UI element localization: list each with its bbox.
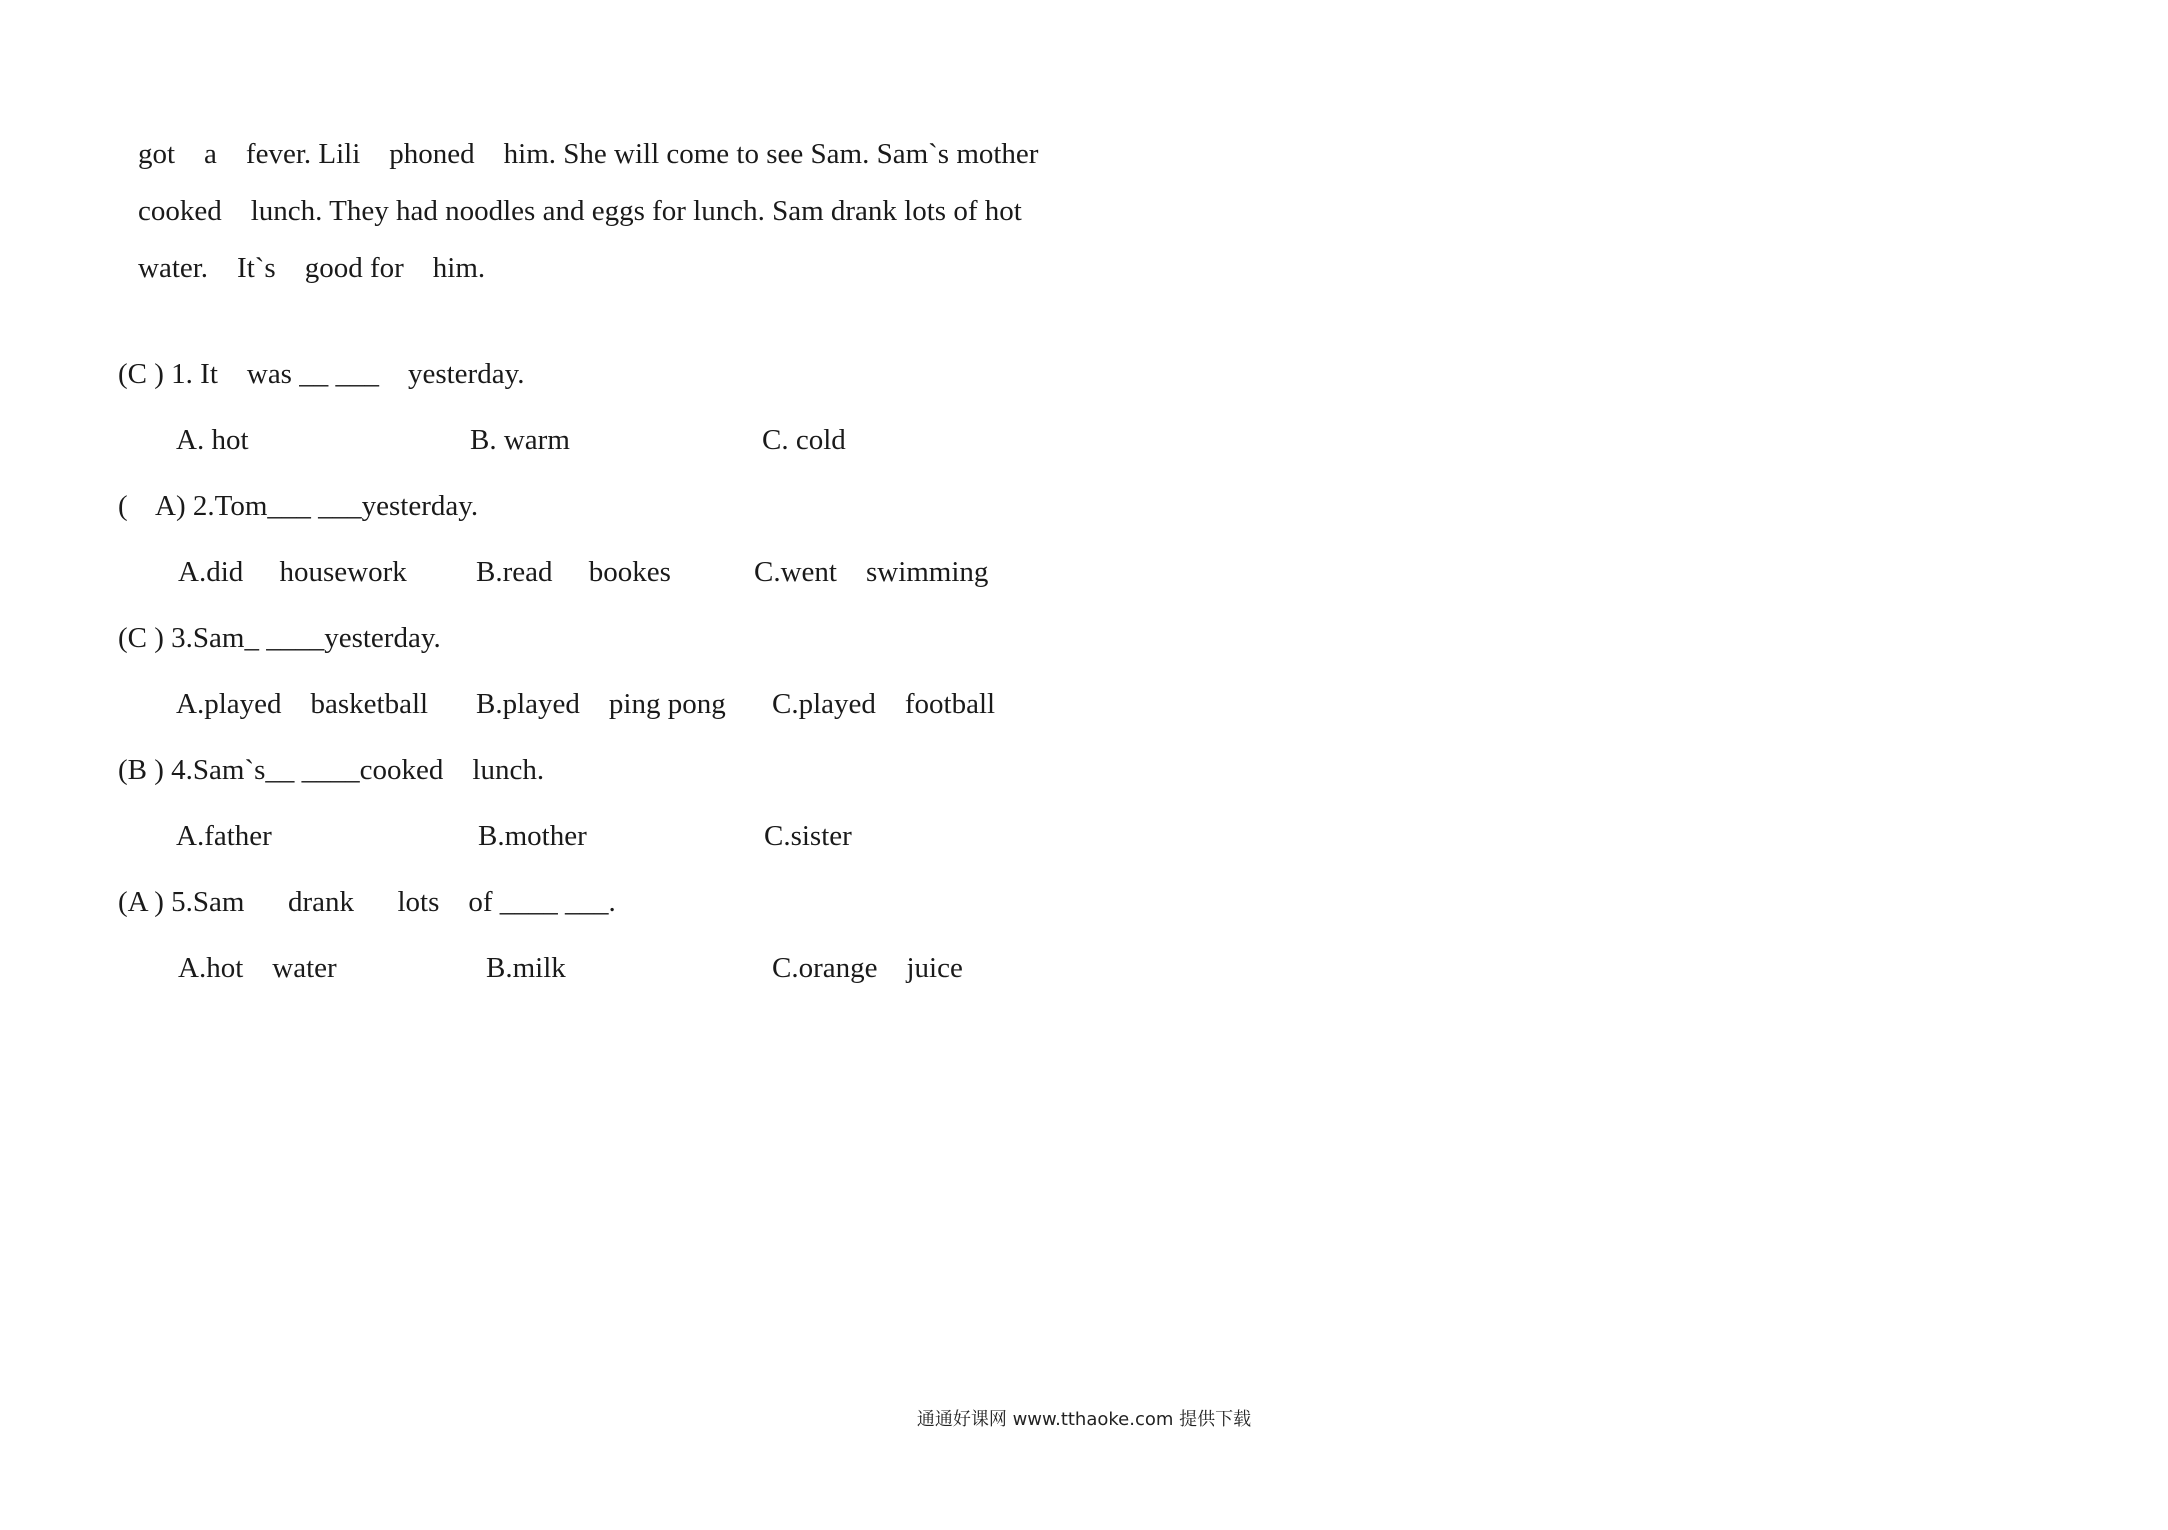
option-a: A.played basketball: [176, 688, 429, 720]
question-stem: (B ) 4.Sam`s__ ____cooked lunch.: [118, 754, 545, 786]
question-stem: (C ) 3.Sam_ ____yesterday.: [118, 622, 441, 654]
option-c: C.sister: [764, 820, 852, 852]
passage-line: cooked lunch. They had noodles and eggs for lunch. Sam drank lots of hot: [138, 195, 1022, 227]
question-stem: (C ) 1. It was __ ___ yesterday.: [118, 358, 525, 390]
option-b: B. warm: [470, 424, 570, 456]
option-a: A. hot: [176, 424, 249, 456]
option-c: C.played football: [772, 688, 996, 720]
option-b: B.read bookes: [476, 556, 671, 588]
passage-line: water. It`s good for him.: [138, 252, 486, 284]
option-a: A.hot water: [178, 952, 337, 984]
option-a: A.father: [176, 820, 272, 852]
question-stem: ( A) 2.Tom___ ___yesterday.: [118, 490, 479, 522]
passage-line: got a fever. Lili phoned him. She will come to see Sam. Sam`s mother: [138, 138, 1039, 170]
option-c: C.orange juice: [772, 952, 963, 984]
option-a: A.did housework: [178, 556, 407, 588]
option-c: C. cold: [762, 424, 846, 456]
option-b: B.milk: [486, 952, 566, 984]
footer-credit: 通通好课网 www.tthaoke.com 提供下载: [916, 1409, 1252, 1430]
option-b: B.mother: [478, 820, 587, 852]
question-stem: (A ) 5.Sam drank lots of ____ ___.: [118, 886, 616, 918]
option-b: B.played ping pong: [476, 688, 726, 720]
option-c: C.went swimming: [754, 556, 989, 588]
